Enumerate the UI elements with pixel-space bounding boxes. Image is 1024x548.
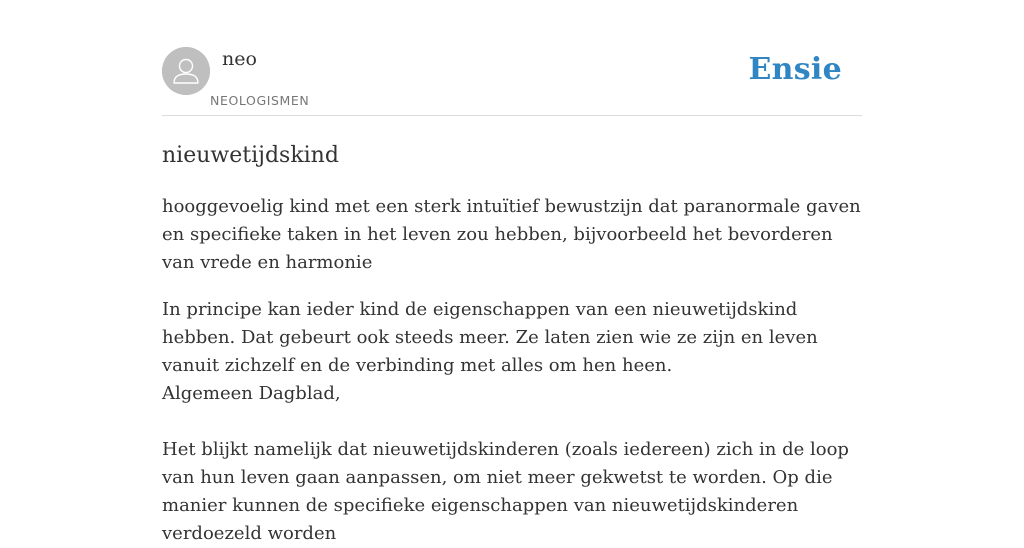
entry-definition: hooggevoelig kind met een sterk intuïtief bewustzijn dat paranormale gaven en specifieke taken in het leven zou hebben, bijvoorbeeld het bevorderen van vrede en harmonie [162, 196, 861, 273]
example-spacer [162, 408, 862, 436]
example-quote: In principe kan ieder kind de eigenschappen van een nieuwetijdskind hebben. Dat gebeurt ook steeds meer. Ze laten zien wie ze zijn en leven vanuit zichzelf en de verbinding met alles om hen heen. [162, 299, 818, 376]
user-avatar-icon[interactable] [162, 47, 210, 95]
example-quote: Het blijkt namelijk dat nieuwetijdskinderen (zoals iedereen) zich in de loop van hun leven gaan aanpassen, om niet meer gekwetst te worden. Op die manier kunnen de specifieke eigenschappen van nieuwetijdskinderen verdoezeld worden [162, 439, 849, 544]
entry-card [162, 47, 862, 548]
entry-example [162, 296, 862, 548]
username-link[interactable]: neo [222, 48, 257, 70]
entry-header [162, 47, 862, 116]
group-link[interactable]: NEOLOGISMEN [210, 93, 310, 108]
entry-title: nieuwetijdskind [162, 143, 339, 168]
example-source: Algemeen Dagblad, [162, 383, 341, 404]
brand-logo[interactable]: Ensie [748, 52, 842, 87]
